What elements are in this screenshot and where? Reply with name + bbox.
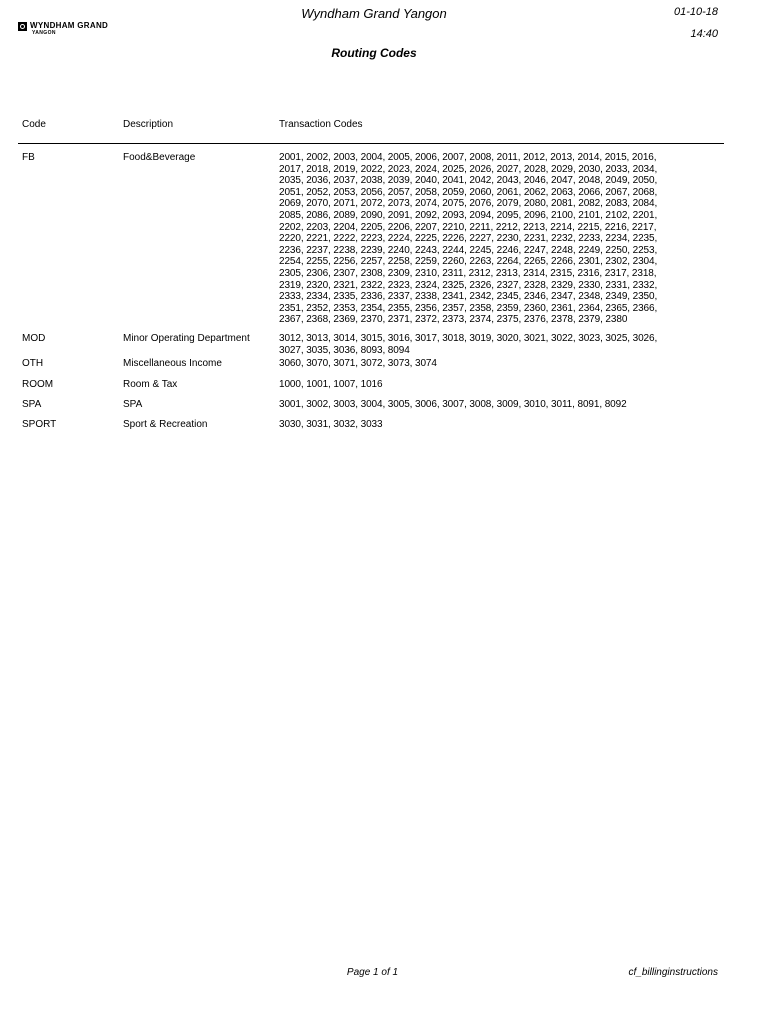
- report-title: Routing Codes: [331, 46, 417, 60]
- logo-subtitle: YANGON: [32, 30, 56, 36]
- row-description: Room & Tax: [123, 379, 178, 390]
- report-date: 01-10-18: [673, 6, 718, 18]
- row-description: SPA: [123, 399, 143, 410]
- row-code: ROOM: [22, 379, 54, 390]
- row-code: SPA: [22, 399, 42, 410]
- column-header-code: Code: [22, 119, 46, 130]
- row-code: MOD: [22, 333, 46, 344]
- report-time: 14:40: [690, 28, 718, 40]
- row-description: Minor Operating Department: [123, 333, 250, 344]
- logo-mark-icon: [18, 22, 27, 31]
- row-transaction-codes: 3030, 3031, 3032, 3033: [279, 419, 383, 430]
- column-header-transaction-codes: Transaction Codes: [279, 119, 363, 130]
- column-header-description: Description: [123, 119, 174, 130]
- row-code: FB: [22, 152, 35, 163]
- hotel-logo: [18, 22, 114, 40]
- row-code: OTH: [22, 358, 44, 369]
- row-transaction-codes: 1000, 1001, 1007, 1016: [279, 379, 383, 390]
- report-id: cf_billinginstructions: [628, 967, 718, 978]
- header-divider: [18, 143, 724, 144]
- row-description: Sport & Recreation: [123, 419, 208, 430]
- hotel-name: Wyndham Grand Yangon: [301, 6, 447, 21]
- page-number: Page 1 of 1: [346, 967, 399, 978]
- row-transaction-codes: 3012, 3013, 3014, 3015, 3016, 3017, 3018, 3019, 3020, 3021, 3022, 3023, 3025, 3026, 3027, 3035, 3036, 8093, 8094: [279, 333, 658, 356]
- row-description: Food&Beverage: [123, 152, 196, 163]
- row-transaction-codes: 2001, 2002, 2003, 2004, 2005, 2006, 2007, 2008, 2011, 2012, 2013, 2014, 2015, 2016, 2017, 2018, 2019, 2022, 2023, 2024, 2025, 2026, 2027, 2028, 2029, 2030, 2033, 2034, 2035, 2036, 2037, 2038, 2039, 2040, 2041, 2042, 2043, 2046, 2047, 2048, 2049, 2050, 2051, 2052, 2053, 2056, 2057, 2058, 2059, 2060, 2061, 2062, 2063, 2066, 2067, 2068, 2069, 2070, 2071, 2072, 2073, 2074, 2075, 2076, 2079, 2080, 2081, 2082, 2083, 2084, 2085, 2086, 2089, 2090, 2091, 2092, 2093, 2094, 2095, 2096, 2100, 2101, 2102, 2201, 2202, 2203, 2204, 2205, 2206, 2207, 2210, 2211, 2212, 2213, 2214, 2215, 2216, 2217, 2220, 2221, 2222, 2223, 2224, 2225, 2226, 2227, 2230, 2231, 2232, 2233, 2234, 2235, 2236, 2237, 2238, 2239, 2240, 2243, 2244, 2245, 2246, 2247, 2248, 2249, 2250, 2253, 2254, 2255, 2256, 2257, 2258, 2259, 2260, 2263, 2264, 2265, 2266, 2301, 2302, 2304, 2305, 2306, 2307, 2308, 2309, 2310, 2311, 2312, 2313, 2314, 2315, 2316, 2317, 2318, 2319, 2320, 2321, 2322, 2323, 2324, 2325, 2326, 2327, 2328, 2329, 2330, 2331, 2332, 2333, 2334, 2335, 2336, 2337, 2338, 2341, 2342, 2345, 2346, 2347, 2348, 2349, 2350, 2351, 2352, 2353, 2354, 2355, 2356, 2357, 2358, 2359, 2360, 2361, 2364, 2365, 2366, 2367, 2368, 2369, 2370, 2371, 2372, 2373, 2374, 2375, 2376, 2378, 2379, 2380: [279, 152, 658, 326]
- row-description: Miscellaneous Income: [123, 358, 222, 369]
- row-transaction-codes: 3001, 3002, 3003, 3004, 3005, 3006, 3007, 3008, 3009, 3010, 3011, 8091, 8092: [279, 399, 627, 410]
- row-transaction-codes: 3060, 3070, 3071, 3072, 3073, 3074: [279, 358, 437, 369]
- logo-name: WYNDHAM GRAND: [30, 21, 109, 30]
- row-code: SPORT: [22, 419, 57, 430]
